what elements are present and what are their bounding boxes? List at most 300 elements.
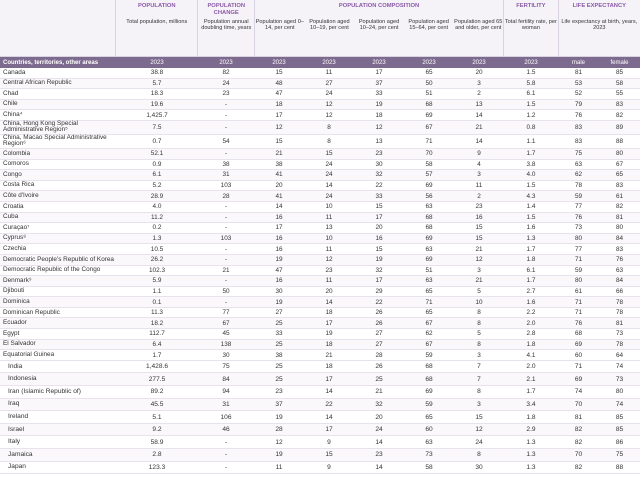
country-name: Iran (Islamic Republic of) <box>8 387 81 395</box>
country-name: Colombia <box>3 149 30 157</box>
cell-value: 24 <box>475 438 483 446</box>
cell-value: 38 <box>275 351 283 359</box>
cell-value: 1.5 <box>526 69 536 77</box>
cell-value: 67 <box>425 123 433 131</box>
sub-header: Population aged 15–64, per cent <box>408 19 449 32</box>
cell-value: 33 <box>275 330 283 338</box>
cell-value: 73 <box>615 375 624 383</box>
cell-value: 33 <box>375 90 383 98</box>
cell-value: 21 <box>375 388 383 396</box>
cell-value: 65 <box>425 413 433 421</box>
cell-value: 31 <box>222 171 230 179</box>
table-row <box>0 297 640 308</box>
table-row <box>0 361 640 374</box>
cell-value: 69 <box>425 235 433 243</box>
cell-value: 1.5 <box>526 182 536 190</box>
sub-header: Population annual doubling time, years <box>201 19 252 32</box>
group-fertility <box>503 0 558 56</box>
cell-value: 5.8 <box>526 79 536 87</box>
table-row <box>0 191 640 202</box>
country-name: El Salvador <box>3 340 36 348</box>
cell-value: 68 <box>425 375 433 383</box>
cell-value: 83 <box>615 101 624 109</box>
cell-value: 11 <box>325 277 333 285</box>
cell-value: 78 <box>615 309 624 317</box>
cell-value: 1.5 <box>526 101 536 109</box>
cell-value: 82 <box>615 111 624 119</box>
cell-value: 1.1 <box>526 137 536 145</box>
sub-header: Life expectancy at birth, years, 2023 <box>561 19 638 32</box>
cell-value: 65 <box>425 69 433 77</box>
country-name: Chile <box>3 100 18 108</box>
cell-value: 14 <box>475 111 483 119</box>
cell-value: 12 <box>475 426 483 434</box>
cell-value: 23 <box>375 150 383 158</box>
cell-value: 73 <box>574 224 583 232</box>
table-row <box>0 411 640 424</box>
cell-value: 0.1 <box>152 298 162 306</box>
cell-value: 65 <box>425 309 433 317</box>
table-body <box>0 68 640 361</box>
cell-value: 6.4 <box>152 340 162 348</box>
cell-value: - <box>224 256 228 264</box>
year-label: 2023 <box>322 59 336 66</box>
cell-value: 6.1 <box>526 90 536 98</box>
cell-value: 89.2 <box>150 388 164 396</box>
cell-value: 71 <box>574 309 583 317</box>
country-name: Indonesia <box>8 375 37 383</box>
group-title: POPULATION COMPOSITION <box>338 3 420 9</box>
cell-value: - <box>224 213 228 221</box>
cell-value: 51 <box>425 90 433 98</box>
cell-value: 24 <box>222 79 230 87</box>
cell-value: 54 <box>222 137 230 145</box>
cell-value: 47 <box>275 90 283 98</box>
cell-value: 1.7 <box>526 388 536 396</box>
table-row <box>0 100 640 111</box>
cell-value: - <box>224 224 228 232</box>
cell-value: 78 <box>615 340 624 348</box>
table-row <box>0 399 640 412</box>
cell-value: 31 <box>222 400 230 408</box>
cell-value: 82 <box>574 438 583 446</box>
country-name: Curaçao⁷ <box>3 223 30 231</box>
cell-value: 75 <box>574 150 583 158</box>
cell-value: 1.7 <box>526 277 536 285</box>
cell-value: 11.3 <box>151 309 163 317</box>
cell-value: 1.6 <box>526 224 536 232</box>
cell-value: 67 <box>425 340 433 348</box>
cell-value: 20 <box>275 182 283 190</box>
cell-value: 70 <box>574 451 583 459</box>
country-name: Italy <box>8 438 21 446</box>
table-header <box>0 0 640 57</box>
cell-value: 8 <box>477 340 481 348</box>
cell-value: 27 <box>375 330 383 338</box>
cell-value: 77 <box>222 309 230 317</box>
cell-value: 24 <box>325 171 333 179</box>
cell-value: 1.3 <box>526 235 536 243</box>
cell-value: 13 <box>375 137 383 145</box>
country-name: Israel <box>8 425 25 433</box>
cell-value: 12 <box>325 256 333 264</box>
sub-header: Population aged 10–19, per cent <box>309 19 350 32</box>
cell-value: 24 <box>325 192 333 200</box>
table-row <box>0 89 640 100</box>
cell-value: 102.3 <box>149 266 165 274</box>
cell-value: 76 <box>574 213 583 221</box>
sub-header: Population aged 65 and older, per cent <box>454 19 503 32</box>
cell-value: 23 <box>275 388 283 396</box>
cell-value: 18 <box>325 309 333 317</box>
cell-value: 76 <box>574 319 583 327</box>
sub-header: Total population, millions <box>126 19 188 25</box>
cell-value: 25 <box>275 375 283 383</box>
cell-value: 19 <box>275 298 283 306</box>
year-bar <box>0 57 640 68</box>
cell-value: 18 <box>325 363 333 371</box>
cell-value: 88 <box>615 137 624 145</box>
cell-value: 71 <box>574 256 583 264</box>
cell-value: 1.8 <box>526 256 536 264</box>
cell-value: 14 <box>275 203 283 211</box>
cell-value: 2.2 <box>526 309 536 317</box>
cell-value: 6.1 <box>526 266 536 274</box>
cell-value: 19 <box>375 101 383 109</box>
cell-value: 60 <box>574 351 583 359</box>
cell-value: 0.2 <box>152 224 162 232</box>
group-population-composition <box>254 0 503 56</box>
cell-value: 21 <box>475 123 483 131</box>
cell-value: 0.8 <box>526 123 536 131</box>
cell-value: 2 <box>477 90 481 98</box>
cell-value: 47 <box>275 266 283 274</box>
cell-value: 15 <box>325 451 333 459</box>
group-population-change <box>197 0 254 56</box>
cell-value: 38.8 <box>150 69 164 77</box>
table-body-lower <box>0 361 640 474</box>
group-title: POPULATION <box>137 3 176 9</box>
cell-value: 6.1 <box>152 171 162 179</box>
cell-value: 58.9 <box>150 438 164 446</box>
cell-value: 15 <box>275 69 283 77</box>
cell-value: - <box>224 438 228 446</box>
cell-value: 5.7 <box>152 79 162 87</box>
cell-value: 1.3 <box>526 463 536 471</box>
cell-value: 5 <box>477 330 481 338</box>
cell-value: 63 <box>425 245 433 253</box>
cell-value: 4.0 <box>152 203 162 211</box>
cell-value: 69 <box>574 375 583 383</box>
cell-value: 70 <box>574 400 583 408</box>
country-name: Cuba <box>3 213 19 221</box>
cell-value: 10 <box>475 298 483 306</box>
cell-value: 61 <box>574 287 583 295</box>
cell-value: 17 <box>275 111 283 119</box>
cell-value: 0.7 <box>152 137 162 145</box>
countries-column-label: Countries, territories, other areas <box>3 59 99 66</box>
year-label: 2023 <box>524 59 538 66</box>
cell-value: 68 <box>425 363 433 371</box>
cell-value: 15 <box>475 413 483 421</box>
cell-value: 30 <box>475 463 483 471</box>
cell-value: 1.6 <box>526 298 536 306</box>
cell-value: 23 <box>222 90 230 98</box>
table-row <box>0 424 640 437</box>
cell-value: 71 <box>574 298 583 306</box>
cell-value: 20 <box>375 224 383 232</box>
cell-value: 11 <box>475 182 483 190</box>
cell-value: 80 <box>615 388 624 396</box>
country-name: Czechia <box>3 245 27 252</box>
cell-value: 4.1 <box>526 351 536 359</box>
cell-value: 23 <box>475 203 483 211</box>
cell-value: 75 <box>222 363 230 371</box>
cell-value: 48 <box>275 79 283 87</box>
cell-value: - <box>224 203 228 211</box>
table-row <box>0 436 640 449</box>
cell-value: 57 <box>425 171 433 179</box>
cell-value: 10 <box>325 235 333 243</box>
cell-value: 20 <box>375 413 383 421</box>
cell-value: 59 <box>425 351 433 359</box>
cell-value: 3.8 <box>526 160 536 168</box>
cell-value: 83 <box>574 123 583 131</box>
cell-value: 11 <box>325 213 333 221</box>
cell-value: 52.1 <box>150 150 164 158</box>
cell-value: 11 <box>325 245 333 253</box>
cell-value: 106 <box>220 413 232 421</box>
cell-value: 5 <box>477 287 481 295</box>
cell-value: 80 <box>574 235 583 243</box>
cell-value: 0.9 <box>152 160 162 168</box>
cell-value: 9 <box>327 463 331 471</box>
cell-value: 1.8 <box>526 413 536 421</box>
cell-value: 9 <box>327 438 331 446</box>
cell-value: 69 <box>425 256 433 264</box>
cell-value: 14 <box>325 388 333 396</box>
cell-value: 3.4 <box>526 400 536 408</box>
cell-value: 78 <box>574 182 583 190</box>
cell-value: 16 <box>275 245 283 253</box>
table-row <box>0 244 640 255</box>
cell-value: 3 <box>477 266 481 274</box>
cell-value: 103 <box>220 235 232 243</box>
cell-value: 26 <box>375 319 383 327</box>
cell-value: 19 <box>325 330 333 338</box>
cell-value: 41 <box>275 171 283 179</box>
cell-value: 74 <box>615 363 624 371</box>
country-name: Ecuador <box>3 319 27 327</box>
cell-value: 11 <box>325 69 333 77</box>
cell-value: 14 <box>325 298 333 306</box>
cell-value: 17 <box>375 277 383 285</box>
cell-value: 32 <box>375 400 383 408</box>
cell-value: 94 <box>222 388 230 396</box>
group-title: POPULATION CHANGE <box>207 3 246 16</box>
country-name: Iraq <box>8 400 20 408</box>
table-row <box>0 79 640 90</box>
cell-value: 81 <box>615 213 624 221</box>
cell-value: 1.2 <box>526 111 536 119</box>
cell-value: 15 <box>475 235 483 243</box>
cell-value: 26 <box>375 309 383 317</box>
table-row <box>0 449 640 462</box>
cell-value: 77 <box>574 203 583 211</box>
cell-value: 76 <box>615 256 624 264</box>
cell-value: 16 <box>275 235 283 243</box>
cell-value: 10 <box>325 203 333 211</box>
cell-value: 85 <box>615 413 624 421</box>
cell-value: 20 <box>325 287 333 295</box>
cell-value: 26 <box>375 363 383 371</box>
cell-value: 1.7 <box>152 351 162 359</box>
cell-value: 69 <box>425 388 433 396</box>
cell-value: 28 <box>275 426 283 434</box>
cell-value: 7.5 <box>152 123 162 131</box>
cell-value: 25 <box>275 319 283 327</box>
cell-value: 20 <box>475 69 483 77</box>
cell-value: 85 <box>615 69 624 77</box>
cell-value: 15 <box>375 245 383 253</box>
country-name: Côte d'Ivoire <box>3 192 39 200</box>
cell-value: 3 <box>477 351 481 359</box>
country-name: Equatorial Guinea <box>3 350 55 358</box>
cell-value: 1.7 <box>526 245 536 253</box>
cell-value: 30 <box>375 160 383 168</box>
cell-value: 1.4 <box>526 203 536 211</box>
table-row <box>0 329 640 340</box>
country-name: Dominica <box>3 297 30 305</box>
cell-value: 52 <box>574 90 583 98</box>
cell-value: 21 <box>222 266 230 274</box>
cell-value: 19.6 <box>150 101 164 109</box>
cell-value: 38 <box>275 160 283 168</box>
cell-value: 8 <box>477 388 481 396</box>
cell-value: 2 <box>477 192 481 200</box>
cell-value: 28.9 <box>150 192 164 200</box>
cell-value: 15 <box>275 137 283 145</box>
year-label: 2023 <box>422 59 436 66</box>
cell-value: 25 <box>275 340 283 348</box>
cell-value: 1.3 <box>526 438 536 446</box>
cell-value: 17 <box>325 375 333 383</box>
cell-value: 24 <box>325 90 333 98</box>
cell-value: 24 <box>375 426 383 434</box>
cell-value: 65 <box>615 171 624 179</box>
cell-value: 69 <box>425 111 433 119</box>
table-row <box>0 110 640 121</box>
cell-value: 62 <box>425 330 433 338</box>
year-label: 2023 <box>219 59 233 66</box>
cell-value: 9 <box>477 150 481 158</box>
cell-value: 79 <box>574 101 583 109</box>
cell-value: 33 <box>375 192 383 200</box>
cell-value: 27 <box>325 79 333 87</box>
cell-value: 82 <box>222 69 230 77</box>
cell-value: 17 <box>325 426 333 434</box>
table-row <box>0 318 640 329</box>
cell-value: 5.2 <box>152 182 162 190</box>
cell-value: 80 <box>615 224 624 232</box>
cell-value: 74 <box>615 400 624 408</box>
cell-value: 60 <box>425 426 433 434</box>
cell-value: 12 <box>475 256 483 264</box>
cell-value: 1.7 <box>526 150 536 158</box>
cell-value: 83 <box>574 137 583 145</box>
table-row <box>0 340 640 351</box>
table-row <box>0 160 640 171</box>
cell-value: 2.8 <box>152 451 162 459</box>
cell-value: 14 <box>325 182 333 190</box>
cell-value: 16 <box>375 235 383 243</box>
cell-value: 14 <box>375 438 383 446</box>
table-row <box>0 308 640 319</box>
table-row <box>0 373 640 386</box>
cell-value: 51 <box>425 266 433 274</box>
country-name: Denmark⁹ <box>3 276 32 284</box>
cell-value: 2.7 <box>526 287 536 295</box>
cell-value: 16 <box>275 213 283 221</box>
cell-value: 5.9 <box>152 277 162 285</box>
table-row <box>0 202 640 213</box>
cell-value: 77 <box>574 245 583 253</box>
cell-value: 37 <box>275 400 283 408</box>
cell-value: 84 <box>222 375 230 383</box>
cell-value: 19 <box>275 256 283 264</box>
group-title: FERTILITY <box>516 3 546 9</box>
country-name: China⁴ <box>3 111 23 119</box>
cell-value: 21 <box>475 245 483 253</box>
cell-value: 138 <box>220 340 232 348</box>
cell-value: 12 <box>325 101 333 109</box>
country-name: China, Hong Kong Special Administrative Region⁵ <box>3 120 78 134</box>
table-row <box>0 213 640 224</box>
cell-value: 58 <box>615 79 624 87</box>
cell-value: - <box>224 277 228 285</box>
cell-value: 8 <box>477 451 481 459</box>
table-row <box>0 255 640 266</box>
country-name: China, Macao Special Administrative Region⁶ <box>3 134 107 148</box>
cell-value: 277.5 <box>148 375 166 383</box>
country-name: Democratic Republic of the Congo <box>3 266 101 274</box>
year-label: 2023 <box>372 59 386 66</box>
cell-value: 30 <box>275 287 283 295</box>
cell-value: 14 <box>475 137 483 145</box>
table-row <box>0 386 640 399</box>
cell-value: 45 <box>222 330 230 338</box>
cell-value: 68 <box>574 330 583 338</box>
cell-value: 17 <box>375 213 383 221</box>
cell-value: 5.1 <box>152 413 162 421</box>
country-name: India <box>8 362 23 370</box>
cell-value: 81 <box>574 69 583 77</box>
cell-value: 17 <box>375 69 383 77</box>
table-row <box>0 223 640 234</box>
cell-value: 12 <box>325 111 333 119</box>
cell-value: 1,425.7 <box>146 111 168 119</box>
cell-value: 63 <box>574 160 583 168</box>
cell-value: - <box>224 245 228 253</box>
cell-value: 82 <box>574 463 583 471</box>
cell-value: - <box>224 123 228 131</box>
cell-value: 4.0 <box>526 171 536 179</box>
cell-value: 7 <box>477 363 481 371</box>
cell-value: 18 <box>375 111 383 119</box>
cell-value: 63 <box>425 203 433 211</box>
cell-value: 2.9 <box>526 426 536 434</box>
year-label: 2023 <box>472 59 486 66</box>
